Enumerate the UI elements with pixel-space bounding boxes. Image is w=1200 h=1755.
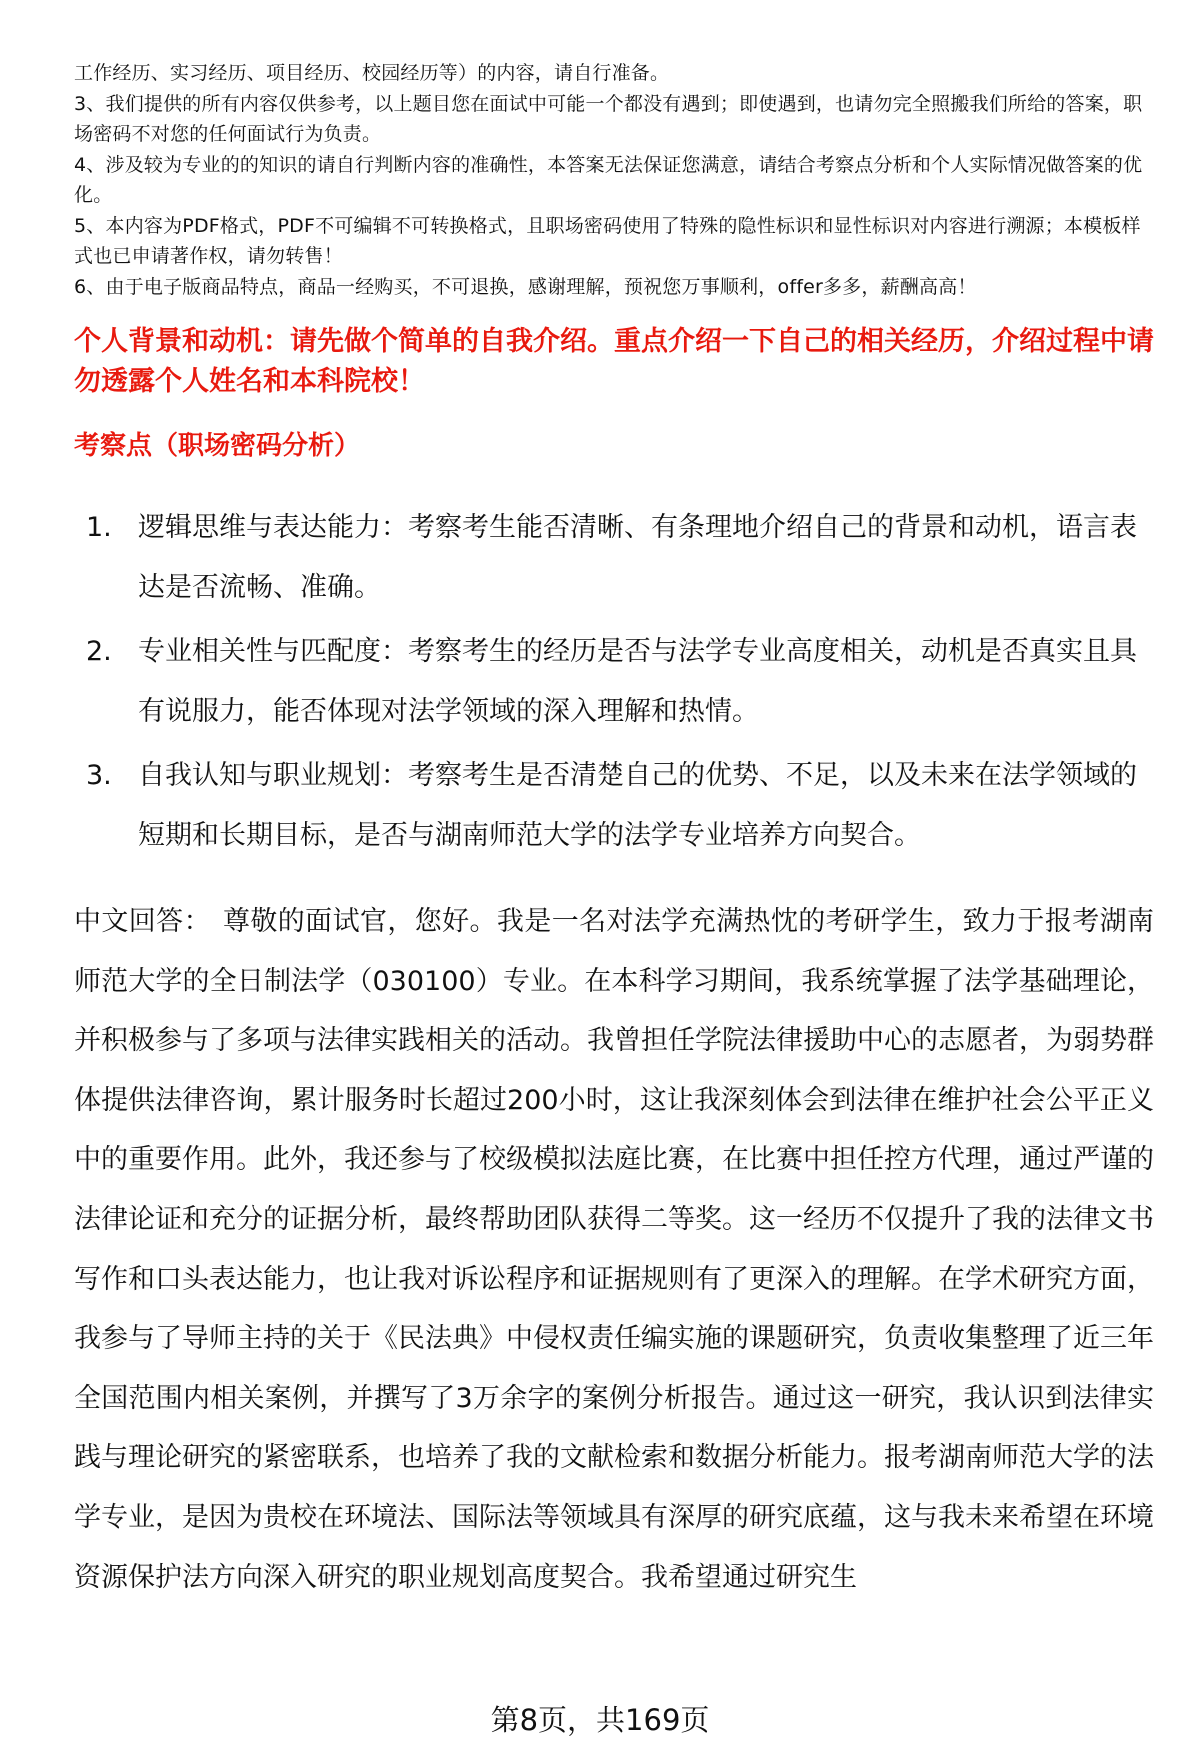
point-number: 3.	[86, 760, 112, 791]
note-line: 5、本内容为PDF格式，PDF不可编辑不可转换格式，且职场密码使用了特殊的隐性标识和显性标识对内容进行溯源；本模板样式也已申请著作权，请勿转售！	[74, 214, 1141, 267]
note-line: 工作经历、实习经历、项目经历、校园经历等）的内容，请自行准备。	[74, 62, 670, 84]
answer-paragraph	[74, 892, 1154, 1607]
note-line: 4、涉及较为专业的的知识的请自行判断内容的准确性，本答案无法保证您满意，请结合考察点分析和个人实际情况做答案的优化。	[74, 153, 1143, 206]
note-line: 3、我们提供的所有内容仅供参考，以上题目您在面试中可能一个都没有遇到；即使遇到，也请勿完全照搬我们所给的答案，职场密码不对您的任何面试行为负责。	[74, 92, 1143, 145]
question-title: 个人背景和动机：请先做个简单的自我介绍。重点介绍一下自己的相关经历，介绍过程中请勿透露个人姓名和本科院校！	[74, 326, 1154, 397]
analysis-title: 考察点（职场密码分析）	[74, 431, 361, 461]
analysis-point	[74, 498, 1154, 618]
point-number: 2.	[86, 636, 112, 667]
answer-label: 中文回答：	[74, 906, 211, 937]
analysis-point	[74, 622, 1154, 742]
note-line: 6、由于电子版商品特点，商品一经购买，不可退换，感谢理解，预祝您万事顺利，offer多多，薪酬高高！	[74, 275, 977, 298]
answer-text: 尊敬的面试官，您好。我是一名对法学充满热忱的考研学生，致力于报考湖南师范大学的全日制法学（030100）专业。在本科学习期间，我系统掌握了法学基础理论，并积极参与了多项与法律实践相关的活动。我曾担任学院法律援助中心的志愿者，为弱势群体提供法律咨询，累计服务时长超过200小时，这让我深刻体会到法律在维护社会公平正义中的重要作用。此外，我还参与了校级模拟法庭比赛，在比赛中担任控方代理，通过严谨的法律论证和充分的证据分析，最终帮助团队获得二等奖。这一经历不仅提升了我的法律文书写作和口头表达能力，也让我对诉讼程序和证据规则有了更深入的理解。在学术研究方面，我参与了导师主持的关于《民法典》中侵权责任编实施的课题研究，负责收集整理了近三年全国范围内相关案例，并撰写了3万余字的案例分析报告。通过这一研究，我认识到法律实践与理论研究的紧密联系，也培养了我的文献检索和数据分析能力。报考湖南师范大学的法学专业，是因为贵校在环境法、国际法等领域具有深厚的研究底蕴，这与我未来希望在环境资源保护法方向深入研究的职业规划高度契合。我希望通过研究生	[74, 906, 1155, 1593]
point-text: 自我认知与职业规划：考察考生是否清楚自己的优势、不足，以及未来在法学领域的短期和长期目标，是否与湖南师范大学的法学专业培养方向契合。	[138, 760, 1137, 851]
page-footer: 第8页，共169页	[490, 1703, 710, 1737]
notes-block	[74, 58, 1154, 302]
document-page	[74, 58, 1154, 1607]
point-text: 逻辑思维与表达能力：考察考生能否清晰、有条理地介绍自己的背景和动机，语言表达是否流畅、准确。	[138, 512, 1137, 603]
analysis-point	[74, 746, 1154, 866]
analysis-points	[74, 498, 1154, 866]
point-number: 1.	[86, 512, 112, 543]
point-text: 专业相关性与匹配度：考察考生的经历是否与法学专业高度相关，动机是否真实且具有说服力，能否体现对法学领域的深入理解和热情。	[138, 636, 1137, 727]
